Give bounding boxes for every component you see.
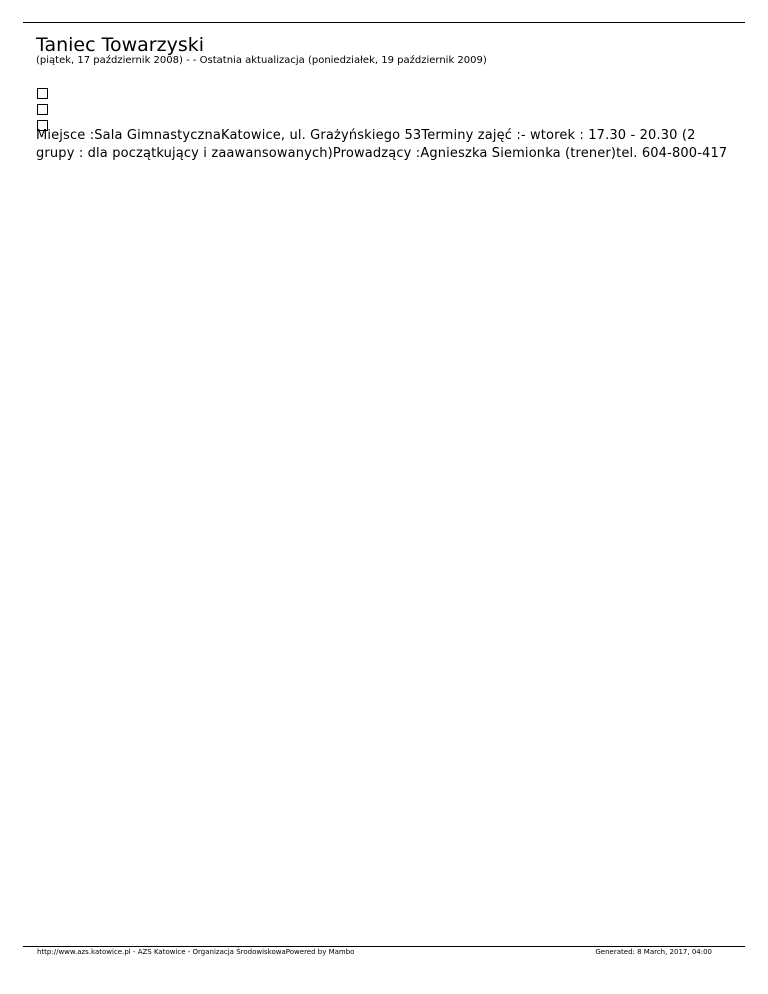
article-title: Taniec Towarzyski [36,34,204,56]
missing-image-icon [37,88,48,99]
header-rule [23,22,745,23]
footer-generated: Generated: 8 March, 2017, 04:00 [595,948,712,956]
missing-image-icon [37,104,48,115]
footer-site-info: http://www.azs.katowice.pl - AZS Katowice - Organizacja ŚrodowiskowaPowered by Mambo [37,948,355,956]
article-meta: (piątek, 17 październik 2008) - - Ostatnia aktualizacja (poniedziałek, 19 październik 2009) [36,55,487,66]
article-body: Miejsce :Sala GimnastycznaKatowice, ul. Grażyńskiego 53Terminy zajęć :- wtorek : 17.30 - 20.30 (2 grupy : dla początkujący i zaawansowanych)Prowadzący :Agnieszka Siemionka (trener)tel. 604-800-417 [36,128,728,161]
footer-rule [23,946,745,947]
